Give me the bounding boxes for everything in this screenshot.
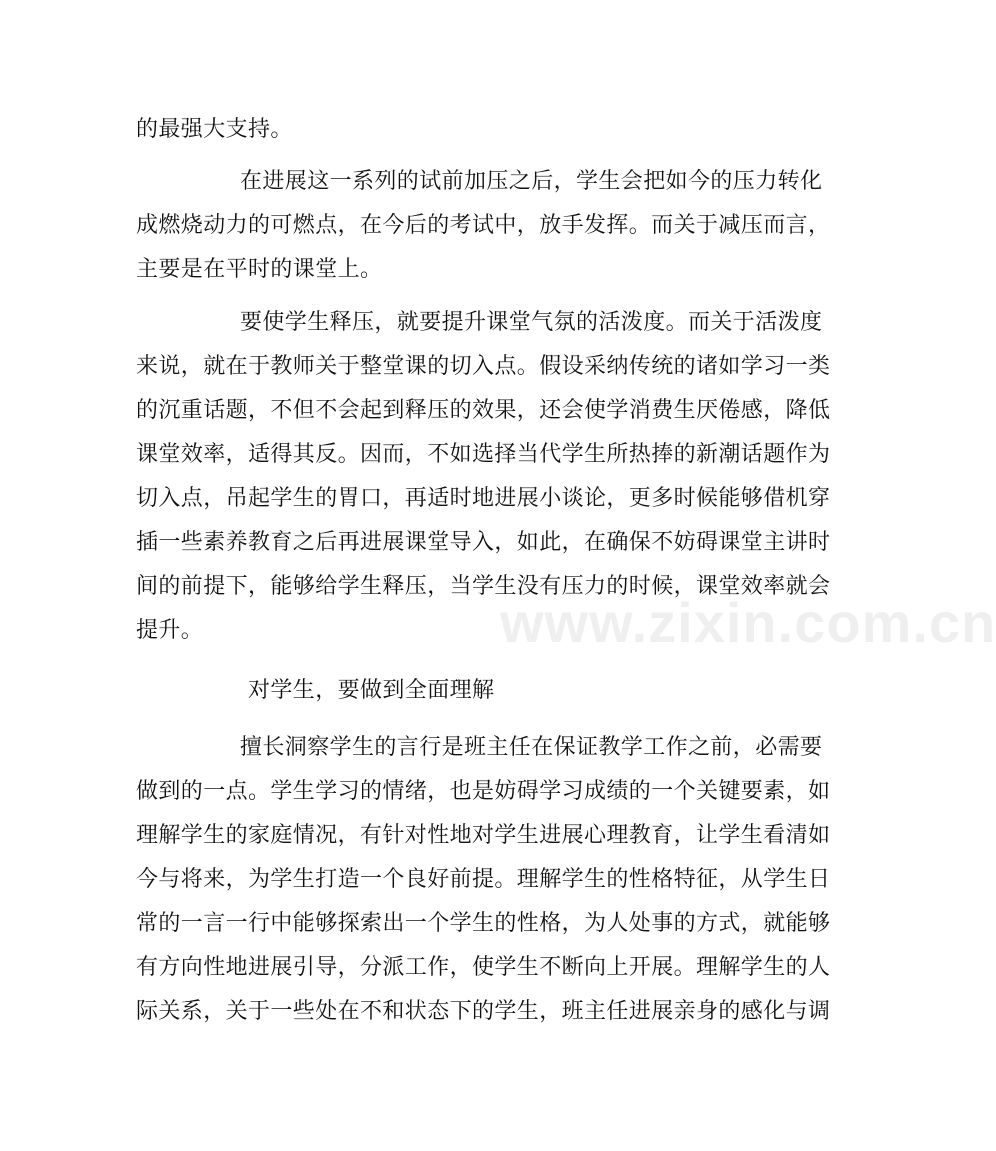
text-line: 来说，就在于教师关于整堂课的切入点。假设采纳传统的诸如学习一类 bbox=[136, 354, 831, 379]
watermark: www.zixin.com.cn bbox=[500, 591, 996, 654]
text-line: 的最强大支持。 bbox=[136, 117, 293, 142]
text-line: 理解学生的家庭情况，有针对性地对学生进展心理教育，让学生看清如 bbox=[136, 823, 831, 848]
text-line: 际关系，关于一些处在不和状态下的学生，班主任进展亲身的感化与调 bbox=[136, 999, 831, 1024]
text-line: 擅长洞察学生的言行是班主任在保证教学工作之前，必需要 bbox=[240, 735, 823, 760]
text-line: 今与将来，为学生打造一个良好前提。理解学生的性格特征，从学生日 bbox=[136, 867, 831, 892]
text-line: 在进展这一系列的试前加压之后，学生会把如今的压力转化 bbox=[240, 169, 823, 194]
text-line: 的沉重话题，不但不会起到释压的效果，还会使学消费生厌倦感，降低 bbox=[136, 398, 831, 423]
text-line: 成燃烧动力的可燃点，在今后的考试中，放手发挥。而关于减压而言， bbox=[136, 213, 831, 238]
text-line: 切入点，吊起学生的胃口，再适时地进展小谈论，更多时候能够借机穿 bbox=[136, 486, 831, 511]
text-line: 做到的一点。学生学习的情绪，也是妨碍学习成绩的一个关键要素，如 bbox=[136, 779, 831, 804]
section-heading: 对学生，要做到全面理解 bbox=[248, 678, 495, 703]
text-line: 有方向性地进展引导，分派工作，使学生不断向上开展。理解学生的人 bbox=[136, 955, 831, 980]
text-line: 插一些素养教育之后再进展课堂导入，如此，在确保不妨碍课堂主讲时 bbox=[136, 530, 831, 555]
text-line: 课堂效率，适得其反。因而，不如选择当代学生所热捧的新潮话题作为 bbox=[136, 442, 831, 467]
text-line: 间的前提下，能够给学生释压，当学生没有压力的时候，课堂效率就会 bbox=[136, 574, 831, 599]
text-line: 常的一言一行中能够探索出一个学生的性格，为人处事的方式，就能够 bbox=[136, 911, 831, 936]
text-line: 主要是在平时的课堂上。 bbox=[136, 257, 383, 282]
text-line: 提升。 bbox=[136, 618, 204, 643]
text-line: 要使学生释压，就要提升课堂气氛的活泼度。而关于活泼度 bbox=[240, 310, 823, 335]
